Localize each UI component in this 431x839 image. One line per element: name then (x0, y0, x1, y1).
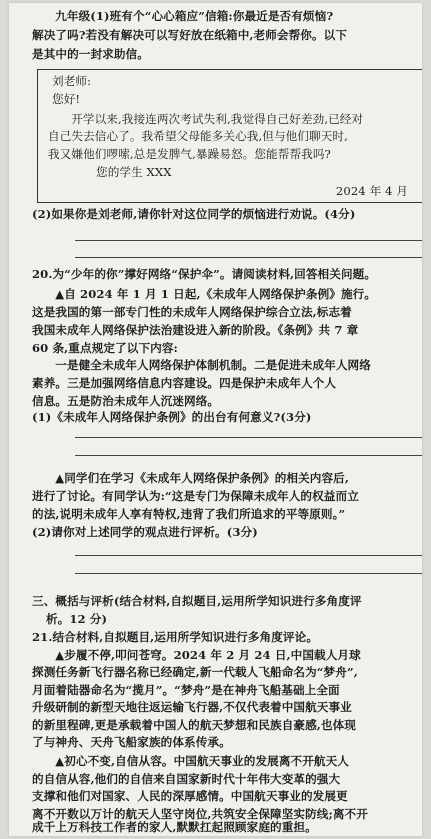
q21-material-line-6: 了与神舟、天舟飞船家族的体系传承。 (32, 735, 231, 749)
q21-material-line-7: ▲初心不变,自信从容。中国航天事业的发展离不开航天人 (55, 754, 349, 768)
q20-material1-line-7: 信息。五是防治未成年人沉迷网络。 (32, 394, 220, 408)
letter-body-line-1: 开学以来,我接连两次考试失利,我觉得自己好差劲,已经对 (71, 112, 364, 126)
q20-material1-line-1: ▲自 2024 年 1 月 1 日起,《未成年人网络保护条例》施行。 (55, 287, 377, 301)
section3-title-line-2: 析。12 分) (46, 612, 108, 626)
letter-greeting: 您好! (52, 92, 81, 106)
q21-material-line-11: 成千上万科技工作者的家人,默默扛起照顾家庭的重担。 (32, 820, 317, 834)
q20-material1-line-4: 60 条,重点规定了以下内容: (32, 341, 178, 355)
q21-material-line-1: ▲步履不停,叩问苍穹。2024 年 2 月 24 日,中国载人月球 (55, 648, 361, 662)
answer-line (75, 555, 422, 556)
q20-material1-line-3: 我国未成年人网络保护法治建设进入新的阶段。《条例》共 7 章 (32, 323, 359, 337)
q21-material-line-10: 离不开数以万计的航天人坚守岗位,共筑安全保障坚实防线;离不开 (32, 807, 368, 821)
section3-title-line-1: 三、概括与评析(结合材料,自拟题目,运用所学知识进行多角度评 (32, 594, 362, 608)
q19-subquestion-2: (2)如果你是刘老师,请你针对这位同学的烦恼进行劝说。(4分) (32, 207, 356, 221)
answer-line (75, 437, 422, 438)
answer-line (75, 240, 422, 241)
q21-material-line-4: 升级研制的新型天地往返运输飞行器,不仅代表着中国航天事业 (32, 700, 352, 714)
q21-stem: 21.结合材料,自拟题目,运用所学知识进行多角度评论。 (32, 630, 319, 644)
q21-material-line-9: 支撑和他们对国家、人民的深厚感情。中国航天事业的发展更 (32, 789, 348, 803)
letter-body-line-2: 自己失去信心了。我希望父母能多关心我,但与他们聊天时, (48, 129, 348, 143)
letter-signature: 您的学生 XXX (96, 165, 172, 179)
letter-date: 2024 年 4 月 (335, 184, 408, 198)
letter-body-line-3: 我又嫌他们啰嗦,总是发脾气,暴躁易怒。您能帮帮我吗? (48, 147, 331, 161)
q20-subquestion-1: (1)《未成年人网络保护条例》的出台有何意义?(3分) (32, 410, 312, 424)
q21-material-line-8: 的自信从容,他们的自信来自国家新时代十年伟大变革的强大 (32, 772, 341, 786)
q20-material2-line-2: 进行了讨论。有同学认为:“这是专门为保障未成年人的权益而立 (32, 489, 359, 503)
answer-line (75, 455, 422, 456)
q20-material2-line-1: ▲同学们在学习《未成年人网络保护条例》的相关内容后, (55, 471, 349, 485)
q20-material1-line-6: 素养。三是加强网络信息内容建设。四是保护未成年人个人 (32, 376, 337, 390)
q19-intro-line-1: 九年级(1)班有个“心心箱应”信箱:你最近是否有烦恼? (55, 9, 334, 23)
letter-salutation: 刘老师: (52, 74, 92, 88)
q20-stem: 20.为“少年的你”撑好网络“保护伞”。请阅读材料,回答相关问题。 (32, 267, 377, 281)
q20-material1-line-2: 这是我国的第一部专门性的未成年人网络保护综合立法,标志着 (32, 305, 352, 319)
q19-intro-line-2: 解决了吗?若没有解决可以写好放在纸箱中,老师会帮你。以下 (32, 28, 348, 42)
answer-line (75, 573, 422, 574)
q21-material-line-2: 探测任务新飞行器名称已经确定,新一代载人飞船命名为“梦舟”, (32, 665, 358, 679)
q20-material1-line-5: 一是健全未成年人网络保护体制机制。二是促进未成年人网络 (55, 358, 371, 372)
q20-subquestion-2: (2)请你对上述同学的观点进行评析。(3分) (32, 525, 258, 539)
answer-line (75, 257, 422, 258)
q20-material2-line-3: 的法,说明未成年人享有特权,违背了我们所追求的平等原则。” (32, 507, 346, 521)
q21-material-line-3: 月面着陆器命名为“揽月”。“梦舟”是在神舟飞船基础上全面 (32, 683, 340, 697)
exam-page (9, 3, 422, 836)
q19-intro-line-3: 是其中的一封求助信。 (32, 47, 149, 61)
help-letter-box (37, 69, 422, 203)
q21-material-line-5: 的新里程碑,更是承载着中国人的航天梦想和民族自豪感,也体现 (32, 718, 357, 732)
